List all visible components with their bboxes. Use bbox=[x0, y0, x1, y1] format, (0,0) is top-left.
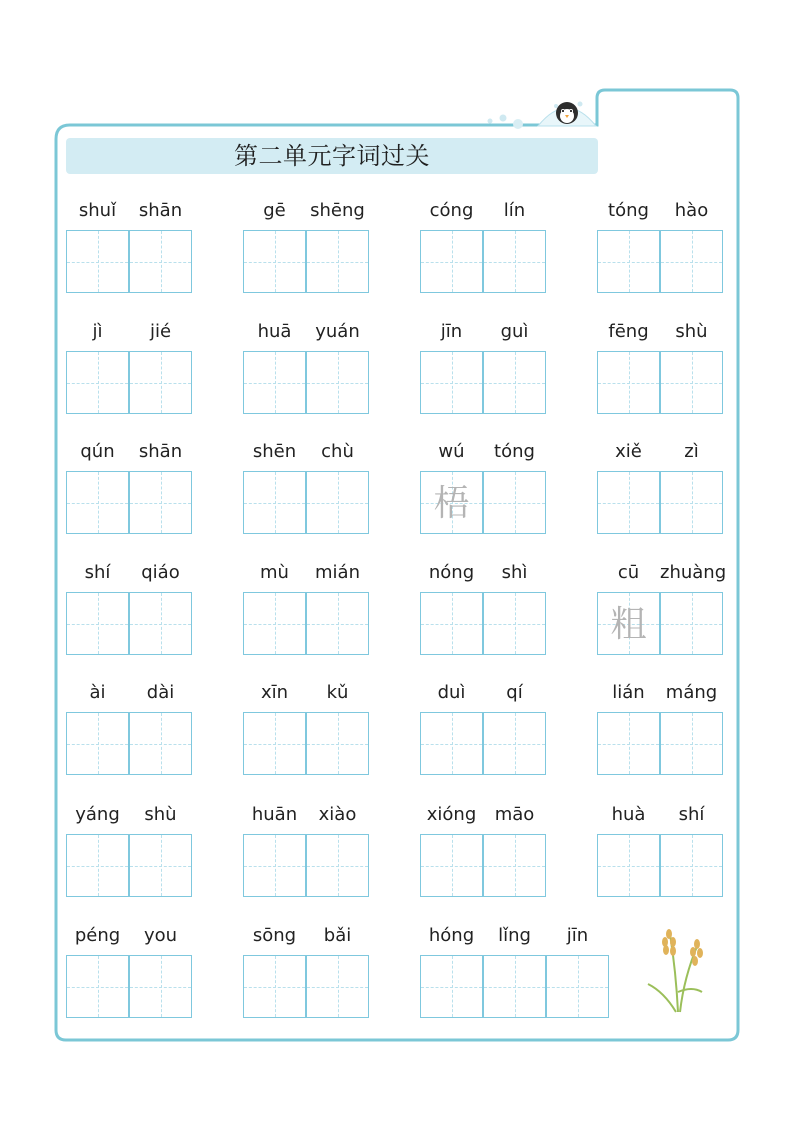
pinyin-label: mù bbox=[260, 562, 289, 583]
writing-cell[interactable] bbox=[660, 834, 723, 897]
hint-character: 粗 bbox=[610, 604, 647, 645]
horizontal-guide-line bbox=[130, 262, 191, 263]
pinyin-label: jì bbox=[92, 321, 103, 342]
writing-cell[interactable] bbox=[306, 351, 369, 414]
pinyin-label: cū bbox=[617, 562, 640, 583]
writing-cell[interactable] bbox=[483, 592, 546, 655]
pinyin-label: shān bbox=[138, 441, 183, 462]
horizontal-guide-line bbox=[307, 987, 368, 988]
writing-cell[interactable] bbox=[660, 471, 723, 534]
writing-cell[interactable] bbox=[243, 712, 306, 775]
pinyin-label: xióng bbox=[426, 804, 477, 825]
horizontal-guide-line bbox=[67, 866, 128, 867]
pinyin-label: hóng bbox=[428, 925, 475, 946]
page-title: 第二单元字词过关 bbox=[234, 142, 430, 170]
decorative-dots bbox=[488, 115, 524, 130]
writing-cell[interactable] bbox=[129, 592, 192, 655]
horizontal-guide-line bbox=[244, 262, 305, 263]
writing-cell[interactable] bbox=[597, 230, 660, 293]
pinyin-label: lián bbox=[612, 682, 645, 703]
wheat-icon bbox=[640, 922, 706, 1014]
writing-cell[interactable] bbox=[420, 230, 483, 293]
writing-cell[interactable] bbox=[420, 471, 483, 534]
horizontal-guide-line bbox=[244, 744, 305, 745]
horizontal-guide-line bbox=[67, 503, 128, 504]
pinyin-label: gē bbox=[263, 200, 286, 221]
horizontal-guide-line bbox=[484, 262, 545, 263]
horizontal-guide-line bbox=[484, 624, 545, 625]
penguin-mascot-icon bbox=[536, 96, 598, 128]
writing-cell[interactable] bbox=[306, 834, 369, 897]
writing-cell[interactable] bbox=[546, 955, 609, 1018]
pinyin-label: jīn bbox=[440, 321, 463, 342]
horizontal-guide-line bbox=[547, 987, 608, 988]
horizontal-guide-line bbox=[244, 503, 305, 504]
horizontal-guide-line bbox=[130, 503, 191, 504]
writing-cell[interactable] bbox=[66, 955, 129, 1018]
horizontal-guide-line bbox=[130, 383, 191, 384]
pinyin-label: qún bbox=[80, 441, 115, 462]
pinyin-label: xīn bbox=[260, 682, 289, 703]
horizontal-guide-line bbox=[307, 866, 368, 867]
horizontal-guide-line bbox=[307, 503, 368, 504]
pinyin-label: máng bbox=[665, 682, 718, 703]
pinyin-label: sōng bbox=[252, 925, 297, 946]
horizontal-guide-line bbox=[307, 624, 368, 625]
horizontal-guide-line bbox=[484, 503, 545, 504]
writing-cell[interactable] bbox=[66, 230, 129, 293]
writing-cell[interactable] bbox=[66, 351, 129, 414]
horizontal-guide-line bbox=[67, 987, 128, 988]
writing-cell[interactable] bbox=[306, 471, 369, 534]
horizontal-guide-line bbox=[421, 744, 482, 745]
pinyin-label: qiáo bbox=[141, 562, 180, 583]
pinyin-label: tóng bbox=[608, 200, 649, 221]
writing-cell[interactable] bbox=[243, 592, 306, 655]
writing-cell[interactable] bbox=[66, 592, 129, 655]
horizontal-guide-line bbox=[130, 744, 191, 745]
horizontal-guide-line bbox=[598, 866, 659, 867]
horizontal-guide-line bbox=[598, 503, 659, 504]
horizontal-guide-line bbox=[67, 624, 128, 625]
horizontal-guide-line bbox=[130, 987, 191, 988]
horizontal-guide-line bbox=[598, 262, 659, 263]
horizontal-guide-line bbox=[67, 262, 128, 263]
writing-cell[interactable] bbox=[420, 834, 483, 897]
writing-cell[interactable] bbox=[597, 592, 660, 655]
horizontal-guide-line bbox=[661, 866, 722, 867]
pinyin-label: shù bbox=[144, 804, 177, 825]
pinyin-label: shuǐ bbox=[78, 200, 117, 221]
writing-cell[interactable] bbox=[66, 834, 129, 897]
pinyin-label: shí bbox=[678, 804, 705, 825]
writing-cell[interactable] bbox=[597, 351, 660, 414]
horizontal-guide-line bbox=[244, 866, 305, 867]
writing-cell[interactable] bbox=[243, 471, 306, 534]
pinyin-label: jié bbox=[149, 321, 172, 342]
horizontal-guide-line bbox=[67, 383, 128, 384]
horizontal-guide-line bbox=[244, 383, 305, 384]
pinyin-label: huā bbox=[257, 321, 292, 342]
pinyin-label: māo bbox=[494, 804, 535, 825]
writing-cell[interactable] bbox=[129, 955, 192, 1018]
pinyin-label: shēn bbox=[252, 441, 297, 462]
horizontal-guide-line bbox=[421, 624, 482, 625]
horizontal-guide-line bbox=[130, 624, 191, 625]
writing-cell[interactable] bbox=[660, 592, 723, 655]
horizontal-guide-line bbox=[598, 744, 659, 745]
horizontal-guide-line bbox=[484, 866, 545, 867]
writing-cell[interactable] bbox=[483, 834, 546, 897]
pinyin-label: wú bbox=[438, 441, 465, 462]
writing-cell[interactable] bbox=[306, 592, 369, 655]
horizontal-guide-line bbox=[421, 383, 482, 384]
writing-cell[interactable] bbox=[129, 834, 192, 897]
writing-cell[interactable] bbox=[306, 712, 369, 775]
writing-cell[interactable] bbox=[483, 230, 546, 293]
pinyin-label: duì bbox=[437, 682, 466, 703]
pinyin-label: guì bbox=[500, 321, 529, 342]
pinyin-label: huà bbox=[611, 804, 646, 825]
horizontal-guide-line bbox=[244, 987, 305, 988]
writing-cell[interactable] bbox=[597, 712, 660, 775]
hint-character: 梧 bbox=[433, 483, 470, 524]
horizontal-guide-line bbox=[661, 383, 722, 384]
horizontal-guide-line bbox=[661, 503, 722, 504]
title-banner bbox=[66, 138, 598, 174]
horizontal-guide-line bbox=[307, 383, 368, 384]
writing-cell[interactable] bbox=[420, 351, 483, 414]
writing-cell[interactable] bbox=[420, 592, 483, 655]
pinyin-label: tóng bbox=[494, 441, 535, 462]
pinyin-label: lǐng bbox=[498, 925, 531, 946]
pinyin-label: qí bbox=[506, 682, 523, 703]
pinyin-label: shù bbox=[675, 321, 708, 342]
pinyin-label: you bbox=[143, 925, 178, 946]
pinyin-label: zhuàng bbox=[660, 562, 727, 583]
writing-cell[interactable] bbox=[306, 230, 369, 293]
pinyin-label: nóng bbox=[428, 562, 475, 583]
writing-cell[interactable] bbox=[483, 712, 546, 775]
horizontal-guide-line bbox=[421, 987, 482, 988]
pinyin-label: xiě bbox=[615, 441, 642, 462]
horizontal-guide-line bbox=[661, 744, 722, 745]
pinyin-label: mián bbox=[315, 562, 360, 583]
pinyin-label: zì bbox=[684, 441, 699, 462]
writing-cell[interactable] bbox=[660, 351, 723, 414]
writing-cell[interactable] bbox=[597, 834, 660, 897]
horizontal-guide-line bbox=[244, 624, 305, 625]
horizontal-guide-line bbox=[130, 866, 191, 867]
horizontal-guide-line bbox=[67, 744, 128, 745]
horizontal-guide-line bbox=[484, 744, 545, 745]
writing-cell[interactable] bbox=[129, 471, 192, 534]
writing-cell[interactable] bbox=[306, 955, 369, 1018]
horizontal-guide-line bbox=[484, 987, 545, 988]
pinyin-label: bǎi bbox=[323, 925, 352, 946]
horizontal-guide-line bbox=[661, 262, 722, 263]
writing-cell[interactable] bbox=[66, 712, 129, 775]
writing-cell[interactable] bbox=[243, 351, 306, 414]
horizontal-guide-line bbox=[307, 744, 368, 745]
pinyin-label: shí bbox=[84, 562, 111, 583]
writing-cell[interactable] bbox=[129, 351, 192, 414]
writing-cell[interactable] bbox=[243, 955, 306, 1018]
horizontal-guide-line bbox=[661, 624, 722, 625]
pinyin-label: lín bbox=[503, 200, 526, 221]
horizontal-guide-line bbox=[307, 262, 368, 263]
horizontal-guide-line bbox=[484, 383, 545, 384]
pinyin-label: shān bbox=[138, 200, 183, 221]
horizontal-guide-line bbox=[598, 383, 659, 384]
writing-cell[interactable] bbox=[660, 230, 723, 293]
pinyin-label: dài bbox=[146, 682, 175, 703]
pinyin-label: huān bbox=[251, 804, 298, 825]
pinyin-label: yáng bbox=[75, 804, 120, 825]
writing-cell[interactable] bbox=[660, 712, 723, 775]
pinyin-label: cóng bbox=[429, 200, 474, 221]
pinyin-label: chù bbox=[321, 441, 354, 462]
horizontal-guide-line bbox=[421, 866, 482, 867]
writing-cell[interactable] bbox=[483, 351, 546, 414]
pinyin-label: shēng bbox=[310, 200, 365, 221]
writing-cell[interactable] bbox=[420, 712, 483, 775]
writing-cell[interactable] bbox=[129, 230, 192, 293]
writing-cell[interactable] bbox=[66, 471, 129, 534]
pinyin-label: jīn bbox=[566, 925, 589, 946]
pinyin-label: kǔ bbox=[326, 682, 349, 703]
writing-cell[interactable] bbox=[483, 955, 546, 1018]
pinyin-label: péng bbox=[74, 925, 121, 946]
writing-cell[interactable] bbox=[243, 834, 306, 897]
horizontal-guide-line bbox=[421, 262, 482, 263]
writing-cell[interactable] bbox=[483, 471, 546, 534]
writing-cell[interactable] bbox=[597, 471, 660, 534]
pinyin-label: xiào bbox=[318, 804, 357, 825]
writing-cell[interactable] bbox=[243, 230, 306, 293]
pinyin-label: yuán bbox=[315, 321, 360, 342]
pinyin-label: shì bbox=[501, 562, 528, 583]
pinyin-label: ài bbox=[89, 682, 106, 703]
writing-cell[interactable] bbox=[420, 955, 483, 1018]
pinyin-label: fēng bbox=[608, 321, 649, 342]
writing-cell[interactable] bbox=[129, 712, 192, 775]
pinyin-label: hào bbox=[674, 200, 709, 221]
